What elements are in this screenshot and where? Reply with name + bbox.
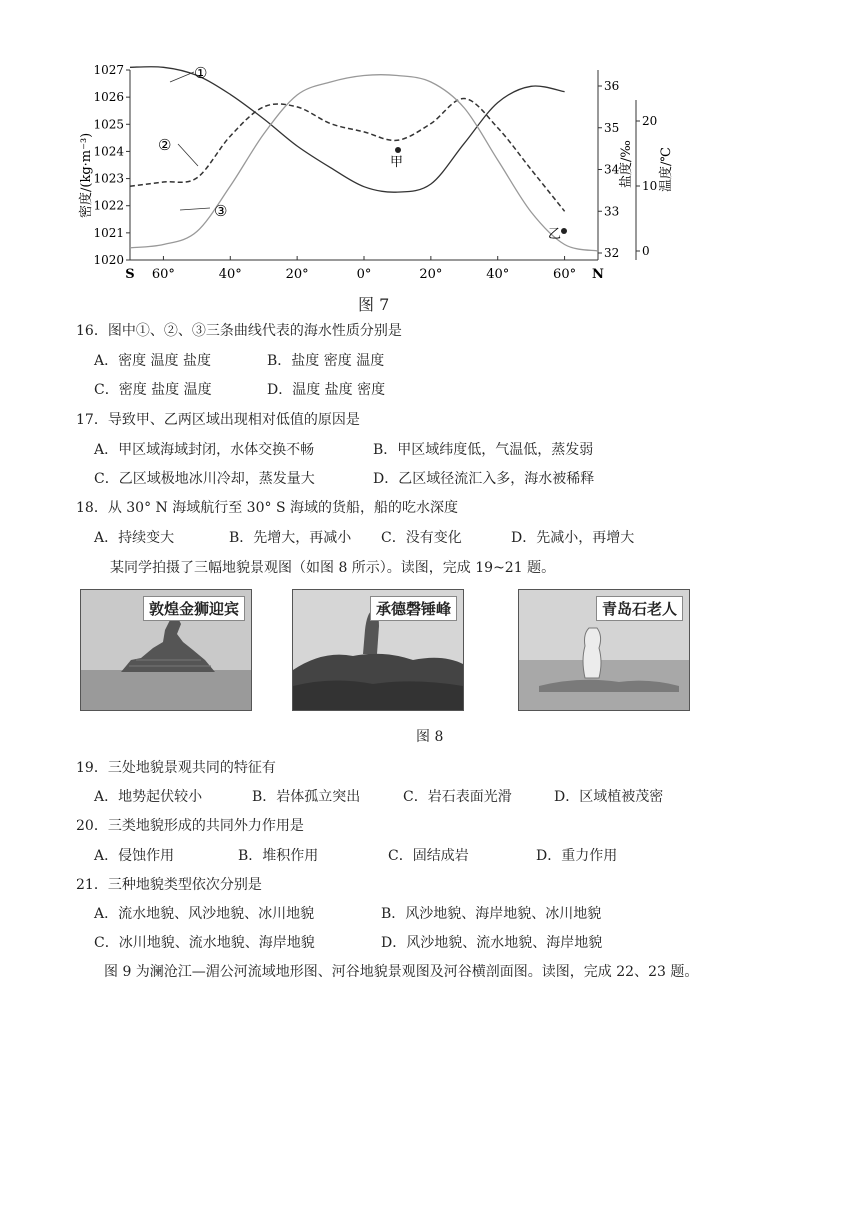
question-16: 16．图中①、②、③三条曲线代表的海水性质分别是 — [76, 323, 402, 339]
left-tick-label: 1024 — [93, 144, 124, 159]
figure-8-caption: 图 8 — [416, 729, 444, 745]
left-tick-label: 1026 — [93, 90, 124, 105]
q17-option-c: C．乙区域极地冰川冷却，蒸发量大 — [94, 471, 315, 487]
y-left-label: 密度/(kg·m⁻³) — [79, 132, 94, 218]
photo-dunhuang — [80, 589, 252, 711]
left-tick-label: 1023 — [93, 171, 124, 186]
salinity-tick-label: 36 — [604, 79, 620, 93]
question-18: 18．从 30° N 海域航行至 30° S 海域的货船，船的吃水深度 — [76, 500, 458, 516]
point-yi-label: 乙 — [548, 227, 562, 242]
q19-option-c: C．岩石表面光滑 — [403, 789, 512, 805]
point-jia-label: 甲 — [390, 155, 404, 170]
x-tick-label: 60° — [151, 267, 175, 282]
q21-option-d: D．风沙地貌、流水地貌、海岸地貌 — [381, 935, 603, 951]
x-tick-label: S — [125, 267, 135, 282]
x-tick-label: 60° — [553, 267, 577, 282]
q20-option-b: B．堆积作用 — [238, 848, 319, 864]
left-axis-ticks — [93, 63, 130, 267]
q19-option-d: D．区域植被茂密 — [554, 789, 664, 805]
q20-option-d: D．重力作用 — [536, 848, 618, 864]
salinity-tick-label: 32 — [604, 246, 620, 260]
x-tick-label: 0° — [356, 267, 372, 282]
x-tick-label: 40° — [486, 267, 510, 282]
q17-option-b: B．甲区域纬度低，气温低，蒸发弱 — [373, 442, 594, 458]
q18-option-b: B．先增大，再减小 — [229, 530, 352, 546]
salinity-tick-label: 33 — [604, 204, 620, 219]
x-tick-label: 40° — [218, 267, 242, 282]
curve-label-1: ① — [194, 64, 208, 82]
x-tick-label: N — [592, 267, 604, 282]
question-21: 21．三种地貌类型依次分别是 — [76, 877, 262, 893]
q21-option-a: A．流水地貌、风沙地貌、冰川地貌 — [94, 906, 315, 922]
salinity-tick-label: 34 — [604, 162, 620, 177]
temperature-tick-label: 10 — [642, 179, 658, 193]
q18-option-a: A．持续变大 — [94, 530, 175, 546]
q19-option-b: B．岩体孤立突出 — [252, 789, 361, 805]
question-17: 17．导致甲、乙两区域出现相对低值的原因是 — [76, 412, 360, 428]
salinity-axis-ticks — [598, 79, 620, 260]
temperature-tick-label: 0 — [642, 244, 650, 258]
y-temperature-label: 温度/℃ — [659, 147, 674, 192]
q20-option-c: C．固结成岩 — [388, 848, 469, 864]
q21-option-b: B．风沙地貌、海岸地貌、冰川地貌 — [381, 906, 602, 922]
y-salinity-label: 盐度/‰ — [619, 140, 634, 188]
q16-option-b: B．盐度 密度 温度 — [267, 353, 385, 369]
q16-option-d: D．温度 盐度 密度 — [267, 382, 386, 398]
q16-option-c: C．密度 盐度 温度 — [94, 382, 212, 398]
question-19: 19．三处地貌景观共同的特征有 — [76, 760, 276, 776]
point-yi — [561, 228, 567, 234]
point-jia — [395, 147, 401, 153]
photo-label-chengde: 承德磬锤峰 — [370, 596, 457, 621]
q20-option-a: A．侵蚀作用 — [94, 848, 175, 864]
x-tick-label: 20° — [285, 267, 309, 282]
left-tick-label: 1025 — [93, 117, 124, 132]
photo-label-qingdao: 青岛石老人 — [596, 596, 683, 621]
curve-label-2: ② — [158, 136, 172, 154]
salinity-curve — [130, 98, 565, 211]
temperature-axis-ticks — [636, 114, 657, 258]
q21-option-c: C．冰川地貌、流水地貌、海岸地貌 — [94, 935, 315, 951]
temperature-tick-label: 20 — [642, 114, 658, 128]
photo-chengde — [292, 589, 464, 711]
q17-option-a: A．甲区域海域封闭，水体交换不畅 — [94, 442, 315, 458]
q19-option-a: A．地势起伏较小 — [94, 789, 203, 805]
figure-7-caption: 图 7 — [358, 295, 390, 314]
q18-option-c: C．没有变化 — [381, 530, 462, 546]
temperature-curve — [130, 75, 598, 251]
left-tick-label: 1021 — [93, 225, 124, 240]
q18-option-d: D．先减小，再增大 — [511, 530, 635, 546]
intro-figure-9: 图 9 为澜沧江—湄公河流域地形图、河谷地貌景观图及河谷横剖面图。读图，完成 22、23 题。 — [104, 964, 699, 980]
question-20: 20．三类地貌形成的共同外力作用是 — [76, 818, 304, 834]
q17-option-d: D．乙区域径流汇入多，海水被稀释 — [373, 471, 595, 487]
q16-option-a: A．密度 温度 盐度 — [94, 353, 212, 369]
intro-figure-8: 某同学拍摄了三幅地貌景观图（如图 8 所示）。读图，完成 19~21 题。 — [110, 560, 556, 576]
photo-label-dunhuang: 敦煌金狮迎宾 — [143, 596, 245, 621]
figure-7-chart — [76, 60, 676, 320]
curve-label-3: ③ — [214, 202, 228, 220]
x-tick-label: 20° — [419, 267, 443, 282]
left-tick-label: 1027 — [93, 63, 124, 77]
left-tick-label: 1022 — [93, 198, 124, 213]
photo-qingdao — [518, 589, 690, 711]
left-tick-label: 1020 — [93, 253, 124, 267]
salinity-tick-label: 35 — [604, 120, 620, 135]
